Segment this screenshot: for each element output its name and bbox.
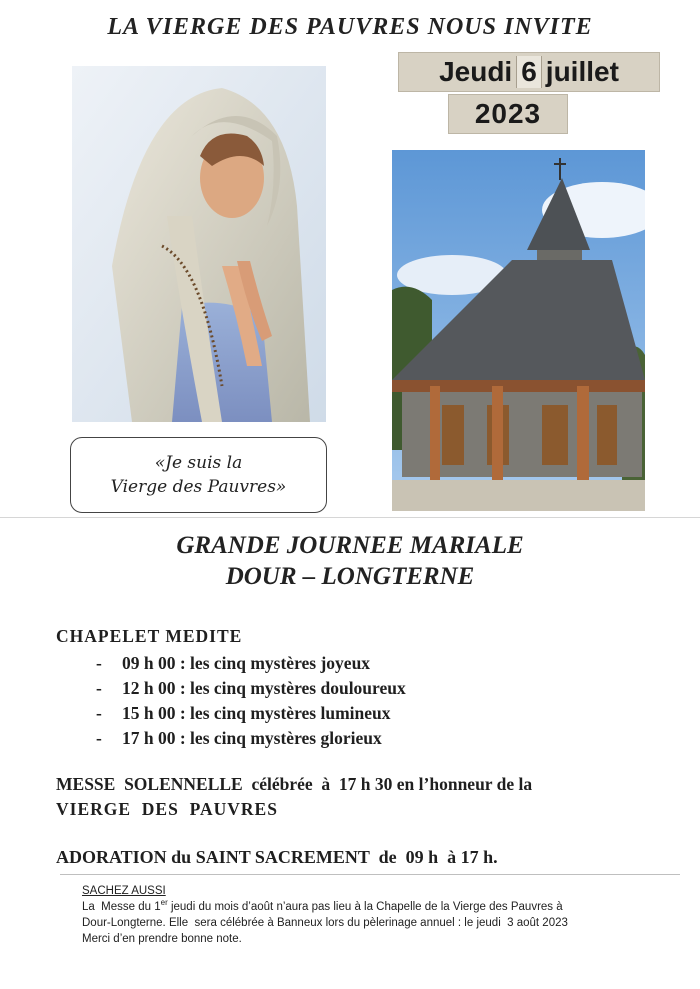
event-location: DOUR – LONGTERNE	[225, 563, 475, 590]
schedule-item	[96, 653, 370, 674]
schedule-text: : les cinq mystères lumineux	[175, 703, 391, 723]
quote-line-2: Vierge des Pauvres»	[110, 477, 287, 497]
date-weekday-strip	[398, 52, 660, 92]
schedule-dash: -	[96, 703, 102, 723]
note-line-2: Dour-Longterne. Elle sera célébrée à Banneux lors du pèlerinage annuel : le jeudi 3 août 2023	[82, 917, 568, 929]
schedule-item	[96, 678, 406, 699]
schedule-time: 15 h 00	[122, 703, 176, 723]
chapelet-heading: CHAPELET MEDITE	[56, 626, 243, 646]
messe-line-1: MESSE SOLENNELLE célébrée à 17 h 30 en l’honneur de la	[56, 774, 533, 794]
note-line-1-sup: er	[160, 898, 168, 908]
schedule-dash: -	[96, 653, 102, 673]
page-title: LA VIERGE DES PAUVRES NOUS INVITE	[107, 14, 593, 40]
chapel-image	[392, 150, 645, 511]
schedule-dash: -	[96, 728, 102, 748]
schedule-text: : les cinq mystères glorieux	[175, 728, 382, 748]
schedule-text: : les cinq mystères douloureux	[175, 678, 406, 698]
schedule-time: 17 h 00	[122, 728, 176, 748]
virgin-statue-image	[72, 66, 326, 422]
date-day: 6	[516, 56, 542, 88]
schedule-time: 09 h 00	[122, 653, 176, 673]
date-year: 2023	[448, 94, 568, 134]
schedule-text: : les cinq mystères joyeux	[175, 653, 371, 673]
schedule-time: 12 h 00	[122, 678, 176, 698]
date-month: juillet	[545, 56, 619, 87]
note-line-1-b: jeudi du mois d’août n’aura pas lieu à la Chapelle de la Vierge des Pauvres à	[167, 901, 563, 913]
note-line-3: Merci d’en prendre bonne note.	[82, 933, 242, 945]
note-line-1-a: La Messe du 1	[82, 901, 161, 913]
adoration-line: ADORATION du SAINT SACREMENT de 09 h à 17 h.	[56, 847, 498, 867]
quote-line-1: «Je suis la	[154, 453, 243, 473]
schedule-item	[96, 703, 391, 724]
note-line-1	[82, 899, 563, 915]
date-weekday: Jeudi	[439, 56, 513, 87]
note-heading: SACHEZ AUSSI	[82, 885, 166, 897]
schedule-item	[96, 728, 382, 749]
section-divider	[0, 517, 700, 518]
quote-box	[70, 437, 327, 513]
schedule-dash: -	[96, 678, 102, 698]
note-divider	[60, 874, 680, 875]
event-title: GRANDE JOURNEE MARIALE	[176, 532, 524, 559]
messe-line-2: VIERGE DES PAUVRES	[56, 799, 278, 819]
